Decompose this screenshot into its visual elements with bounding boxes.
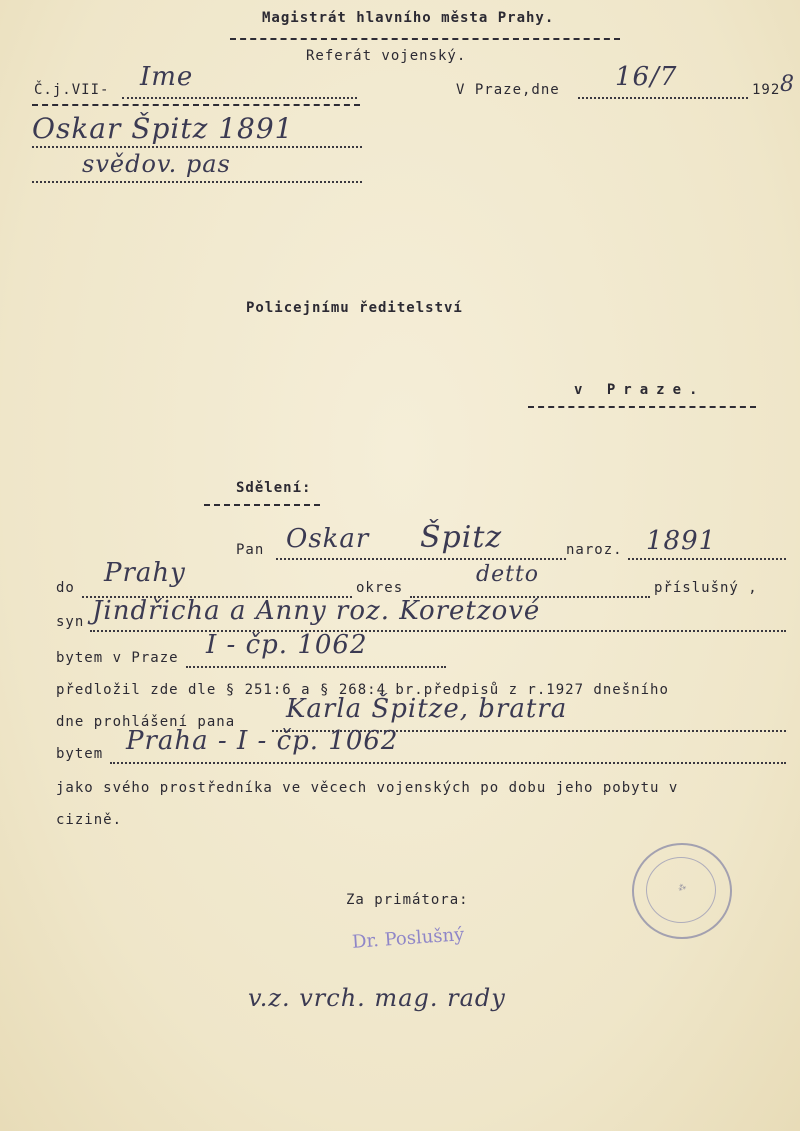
naroz-label: naroz. bbox=[566, 542, 623, 558]
pan-dots bbox=[276, 558, 566, 560]
addressee-name: Policejnímu ředitelství bbox=[246, 300, 463, 316]
residence: I - čp. 1062 bbox=[206, 630, 368, 660]
section-title: Sdělení: bbox=[236, 480, 312, 496]
okres-label: okres bbox=[356, 580, 404, 596]
bytem-label: bytem bbox=[56, 746, 104, 762]
for-mayor-label: Za primátora: bbox=[346, 892, 469, 908]
birth-year: 1891 bbox=[646, 526, 717, 556]
reference-rule bbox=[32, 104, 360, 106]
first-name: Oskar bbox=[286, 524, 370, 554]
prislusny-label: příslušný , bbox=[654, 580, 758, 596]
section-title-rule bbox=[204, 504, 320, 506]
subject-line-2: svědov. pas bbox=[82, 150, 231, 178]
department-header: Referát vojenský. bbox=[306, 48, 467, 64]
district: detto bbox=[476, 562, 540, 587]
signature-stamp: Dr. Poslušný bbox=[351, 924, 465, 953]
official-seal bbox=[632, 843, 732, 939]
birthplace: Prahy bbox=[104, 558, 186, 588]
body-line-3: cizině. bbox=[56, 812, 123, 828]
subject-line-1: Oskar Špitz 1891 bbox=[32, 112, 294, 145]
institution-header: Magistrát hlavního města Prahy. bbox=[262, 10, 555, 26]
official-seal-text: ⁂ bbox=[676, 881, 688, 894]
bytem-praze-label: bytem v Praze bbox=[56, 650, 179, 666]
body-line-2: jako svého prostředníka ve věcech vojenských po dobu jeho pobytu v bbox=[56, 780, 679, 796]
dne-prohlaseni-label: dne prohlášení pana bbox=[56, 714, 236, 730]
surname: Špitz bbox=[420, 520, 503, 555]
year-printed: 192 bbox=[752, 82, 781, 98]
header-rule bbox=[230, 38, 620, 40]
body-line-1: předložil zde dle § 251:6 a § 268:4 br.předpisů z r.1927 dnešního bbox=[56, 682, 669, 698]
cj-label: Č.j.VII- bbox=[34, 82, 110, 98]
syn-dots bbox=[90, 630, 786, 632]
place-date-label: V Praze,dne bbox=[456, 82, 560, 98]
declarant: Karla Špitze, bratra bbox=[286, 694, 568, 724]
naroz-dots bbox=[628, 558, 786, 560]
declarant-residence: Praha - I - čp. 1062 bbox=[126, 726, 399, 756]
date-dots bbox=[578, 97, 748, 99]
year-handwritten: 8 bbox=[780, 72, 795, 97]
pan-label: Pan bbox=[236, 542, 265, 558]
addressee-city: v Praze. bbox=[574, 382, 706, 398]
bytem-dots bbox=[110, 762, 786, 764]
do-label: do bbox=[56, 580, 75, 596]
parents: Jindřicha a Anny roz. Koretzové bbox=[92, 596, 541, 626]
cj-value: Ime bbox=[140, 62, 194, 92]
signature-note: v.z. vrch. mag. rady bbox=[248, 984, 506, 1012]
residence-dots bbox=[186, 666, 446, 668]
date-value: 16/7 bbox=[615, 62, 678, 92]
subject-dots-2 bbox=[32, 181, 362, 183]
cj-dots bbox=[122, 97, 357, 99]
subject-dots-1 bbox=[32, 146, 362, 148]
addressee-rule bbox=[528, 406, 756, 408]
syn-label: syn bbox=[56, 614, 85, 630]
